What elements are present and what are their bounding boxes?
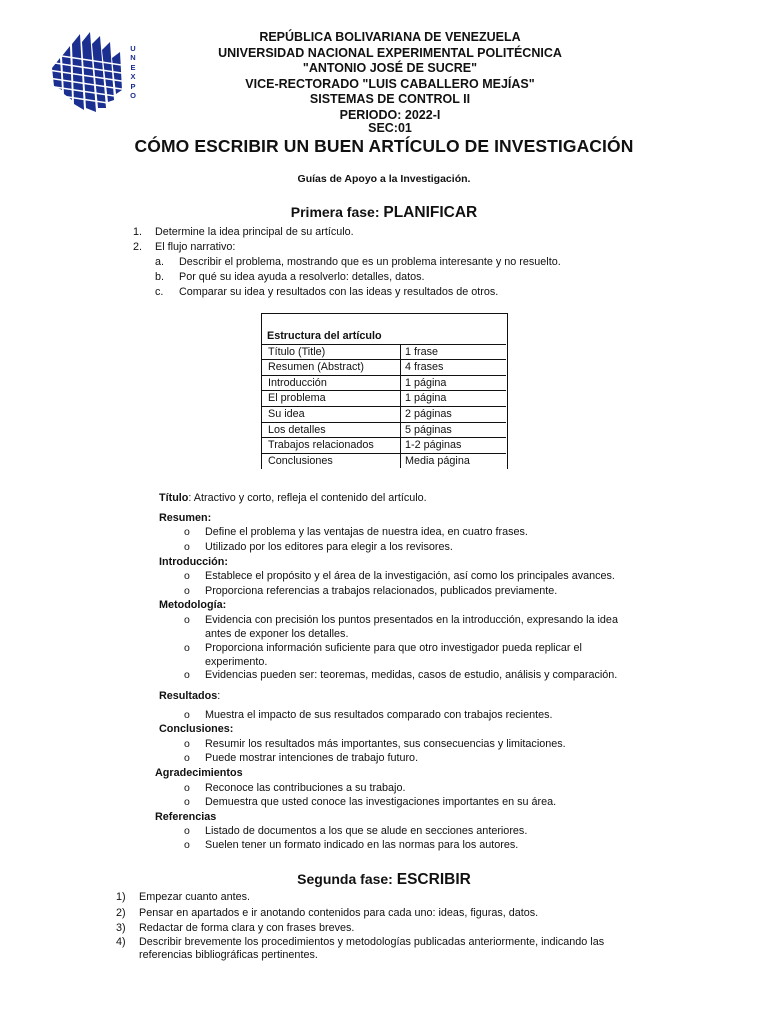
section-label-metodologia: Metodología: xyxy=(159,599,227,611)
section-label-agradecimientos: Agradecimientos xyxy=(155,767,243,779)
bullet-text: Puede mostrar intenciones de trabajo futuro. xyxy=(205,752,419,764)
university-logo xyxy=(48,28,128,118)
list-subitem: Comparar su idea y resultados con las ideas y resultados de otros. xyxy=(179,286,499,298)
list-item: Pensar en apartados e ir anotando contenidos para cada uno: ideas, figuras, datos. xyxy=(139,907,539,919)
table-cell: Título (Title) xyxy=(268,345,326,358)
list-number: 1) xyxy=(116,891,126,903)
bullet-icon: o xyxy=(184,570,190,582)
document-subtitle: Guías de Apoyo a la Investigación. xyxy=(297,173,471,185)
list-number: 2. xyxy=(133,241,143,253)
table-row xyxy=(262,344,506,361)
section-label-resumen: Resumen: xyxy=(159,512,212,524)
titulo-text: : Atractivo y corto, refleja el contenido del artículo. xyxy=(188,492,427,504)
list-item-continuation: referencias bibliográficas pertinentes. xyxy=(139,949,318,961)
bullet-icon: o xyxy=(184,752,190,764)
titulo-label: Título xyxy=(159,492,189,504)
phase1-prefix: Primera fase: xyxy=(290,204,384,220)
table-cell: Los detalles xyxy=(268,423,326,436)
table-cell: 1-2 páginas xyxy=(405,439,462,452)
table-cell: Trabajos relacionados xyxy=(268,439,374,452)
bullet-text: Listado de documentos a los que se alude en secciones anteriores. xyxy=(205,825,528,837)
table-cell: El problema xyxy=(268,392,326,405)
table-cell: Media página xyxy=(405,454,470,467)
bullet-text: Evidencias pueden ser: teoremas, medidas, casos de estudio, análisis y comparación. xyxy=(205,669,618,681)
table-cell: 5 páginas xyxy=(405,423,452,436)
list-item: Redactar de forma clara y con frases breves. xyxy=(139,922,355,934)
bullet-icon: o xyxy=(184,825,190,837)
bullet-icon: o xyxy=(184,585,190,597)
document-title: CÓMO ESCRIBIR UN BUEN ARTÍCULO DE INVESTIGACIÓN xyxy=(134,136,634,156)
list-letter: c. xyxy=(155,286,164,298)
logo-letter: P xyxy=(130,81,136,91)
logo-letter: X xyxy=(130,72,136,82)
phase2-heading xyxy=(0,871,768,889)
table-cell: 1 página xyxy=(405,392,447,405)
resultados-colon: : xyxy=(217,690,221,702)
table-row xyxy=(262,422,506,439)
phase2-name: ESCRIBIR xyxy=(396,871,471,888)
bullet-icon: o xyxy=(184,614,190,626)
section-label-referencias: Referencias xyxy=(155,811,217,823)
logo-letter: N xyxy=(130,53,136,63)
bullet-text: Resumir los resultados más importantes, sus consecuencias y limitaciones. xyxy=(205,738,566,750)
list-subitem: Por qué su idea ayuda a resolverlo: detalles, datos. xyxy=(179,271,425,283)
section-label-resultados xyxy=(159,689,220,703)
bullet-text: Utilizado por los editores para elegir a los revisores. xyxy=(205,541,453,553)
bullet-text: Proporciona información suficiente para que otro investigador pueda replicar el xyxy=(205,642,582,654)
list-subitem: Describir el problema, mostrando que es un problema interesante y no resuelto. xyxy=(179,256,561,268)
bullet-text: Muestra el impacto de sus resultados comparado con trabajos recientes. xyxy=(205,709,553,721)
bullet-icon: o xyxy=(184,796,190,808)
section-label-conclusiones: Conclusiones: xyxy=(159,723,234,735)
bullet-text: Evidencia con precisión los puntos presentados en la introducción, expresando la idea xyxy=(205,614,618,626)
bullet-text: Establece el propósito y el área de la investigación, así como los principales avances. xyxy=(205,570,615,582)
logo-letter: E xyxy=(130,62,136,72)
bullet-icon: o xyxy=(184,526,190,538)
table-row xyxy=(262,406,506,423)
bullet-icon: o xyxy=(184,642,190,654)
list-letter: b. xyxy=(155,271,165,283)
list-item: Empezar cuanto antes. xyxy=(139,891,251,903)
phase1-name: PLANIFICAR xyxy=(383,204,478,221)
header-line: REPÚBLICA BOLIVARIANA DE VENEZUELA xyxy=(259,30,521,44)
table-heading: Estructura del artículo xyxy=(267,330,382,342)
table-row xyxy=(262,375,506,392)
phase2-prefix: Segunda fase: xyxy=(297,871,397,887)
table-row xyxy=(262,453,506,470)
bullet-icon: o xyxy=(184,782,190,794)
list-number: 1. xyxy=(133,226,143,238)
table-row xyxy=(262,437,506,454)
list-item: El flujo narrativo: xyxy=(155,241,236,253)
header-line: UNIVERSIDAD NACIONAL EXPERIMENTAL POLITÉCNICA xyxy=(218,45,562,60)
logo-letter: O xyxy=(130,91,136,101)
titulo-line xyxy=(159,491,427,505)
list-number: 3) xyxy=(116,922,126,934)
list-number: 2) xyxy=(116,907,126,919)
bullet-text: Suelen tener un formato indicado en las normas para los autores. xyxy=(205,839,519,851)
table-cell: Resumen (Abstract) xyxy=(268,361,365,374)
header-line: PERIODO: 2022-I xyxy=(339,107,441,122)
bullet-icon: o xyxy=(184,541,190,553)
table-cell: Conclusiones xyxy=(268,454,333,467)
bullet-text: Define el problema y las ventajas de nuestra idea, en cuatro frases. xyxy=(205,526,528,538)
logo-letters xyxy=(128,44,138,100)
table-cell: 1 página xyxy=(405,376,447,389)
table-cell: 2 páginas xyxy=(405,407,452,420)
bullet-icon: o xyxy=(184,738,190,750)
header-line: SEC:01 xyxy=(368,121,412,135)
phase1-heading xyxy=(0,204,768,222)
bullet-text: Demuestra que usted conoce las investigaciones importantes en su área. xyxy=(205,796,557,808)
bullet-text: Proporciona referencias a trabajos relacionados, publicados previamente. xyxy=(205,585,558,597)
logo-letter: U xyxy=(130,44,136,53)
table-cell: Su idea xyxy=(268,407,305,420)
bullet-text: antes de exponer los detalles. xyxy=(205,628,349,640)
bullet-icon: o xyxy=(184,839,190,851)
bullet-text: Reconoce las contribuciones a su trabajo. xyxy=(205,782,406,794)
list-number: 4) xyxy=(116,936,126,948)
table-cell: 1 frase xyxy=(405,345,439,358)
header-line: "ANTONIO JOSÉ DE SUCRE" xyxy=(302,61,478,75)
header-line: VICE-RECTORADO "LUIS CABALLERO MEJÍAS" xyxy=(245,76,535,91)
resultados-label: Resultados xyxy=(159,690,218,702)
section-label-introduccion: Introducción: xyxy=(159,556,228,568)
list-item: Determine la idea principal de su artículo. xyxy=(155,226,354,238)
list-letter: a. xyxy=(155,256,165,268)
list-item: Describir brevemente los procedimientos y metodologías publicadas anteriormente, indicando las xyxy=(139,936,605,948)
header-line: SISTEMAS DE CONTROL II xyxy=(309,92,471,106)
table-row xyxy=(262,359,506,376)
table-cell: Introducción xyxy=(268,376,327,389)
table-row xyxy=(262,390,506,407)
bullet-icon: o xyxy=(184,669,190,681)
bullet-text: experimento. xyxy=(205,656,268,668)
table-cell: 4 frases xyxy=(405,361,444,374)
bullet-icon: o xyxy=(184,709,190,721)
